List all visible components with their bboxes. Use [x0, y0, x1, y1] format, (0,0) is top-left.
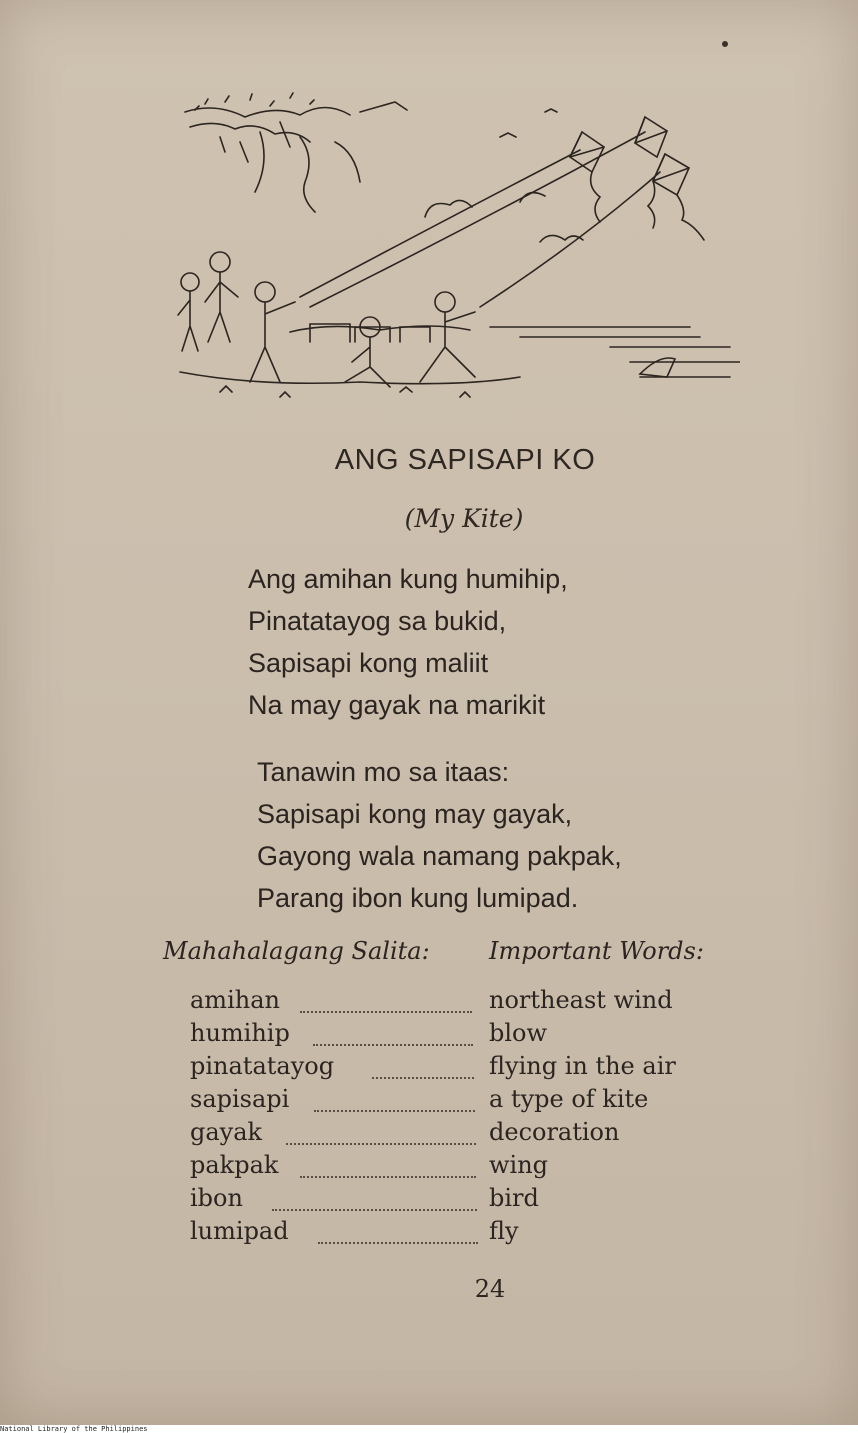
- poem-subtitle: (My Kite): [404, 504, 524, 533]
- vocabulary-row: [190, 1184, 750, 1217]
- dot-leader: [286, 1143, 476, 1145]
- vocabulary-word: gayak: [190, 1118, 263, 1146]
- vocabulary-word: ibon: [190, 1184, 243, 1212]
- vocabulary-word: sapisapi: [190, 1085, 290, 1113]
- vocabulary-row: [190, 1217, 750, 1250]
- poem-line: Gayong wala namang pakpak,: [257, 841, 622, 871]
- vocabulary-list: [190, 986, 750, 1250]
- stanza-1: [248, 558, 568, 726]
- dot-leader: [300, 1011, 472, 1013]
- dot-leader: [318, 1242, 478, 1244]
- vocabulary-meaning: flying in the air: [489, 1052, 676, 1080]
- vocabulary-row: [190, 1118, 750, 1151]
- vocabulary-row: [190, 1085, 750, 1118]
- poem-line: Na may gayak na marikit: [248, 690, 546, 720]
- vocabulary-meaning: bird: [489, 1184, 539, 1212]
- vocabulary-row: [190, 1052, 750, 1085]
- dot-leader: [372, 1077, 474, 1079]
- vocabulary-meaning: fly: [489, 1217, 519, 1245]
- vocabulary-heading: [163, 937, 743, 965]
- vocabulary-word: amihan: [190, 986, 280, 1014]
- stanza-2: [257, 751, 622, 919]
- dot-leader: [313, 1044, 473, 1046]
- vocabulary-meaning: blow: [489, 1019, 548, 1047]
- dot-leader: [300, 1176, 476, 1178]
- vocabulary-row: [190, 1019, 750, 1052]
- poem-line: Ang amihan kung humihip,: [248, 564, 568, 594]
- kite-flying-illustration: [160, 92, 740, 424]
- vocabulary-meaning: decoration: [489, 1118, 620, 1146]
- dot-leader: [272, 1209, 477, 1211]
- poem-line: Sapisapi kong may gayak,: [257, 799, 573, 829]
- dot-leader: [314, 1110, 475, 1112]
- poem-title: ANG SAPISAPI KO: [334, 444, 596, 476]
- vocabulary-meaning: a type of kite: [489, 1085, 649, 1113]
- poem-line: Tanawin mo sa itaas:: [257, 757, 510, 787]
- vocabulary-heading-english: Important Words:: [489, 937, 704, 965]
- poem-line: Pinatatayog sa bukid,: [248, 606, 507, 636]
- vocabulary-meaning: northeast wind: [489, 986, 673, 1014]
- library-footer: National Library of the Philippines: [0, 1425, 858, 1433]
- poem-line: Sapisapi kong maliit: [248, 648, 489, 678]
- vocabulary-word: humihip: [190, 1019, 290, 1047]
- vocabulary-word: pinatatayog: [190, 1052, 335, 1080]
- page-number: 24: [474, 1275, 506, 1303]
- vocabulary-word: pakpak: [190, 1151, 279, 1179]
- poem-line: Parang ibon kung lumipad.: [257, 883, 579, 913]
- vocabulary-row: [190, 1151, 750, 1184]
- ink-speck: [722, 41, 728, 47]
- vocabulary-word: lumipad: [190, 1217, 289, 1245]
- vocabulary-row: [190, 986, 750, 1019]
- vocabulary-meaning: wing: [489, 1151, 549, 1179]
- vocabulary-heading-tagalog: Mahahalagang Salita:: [163, 937, 430, 965]
